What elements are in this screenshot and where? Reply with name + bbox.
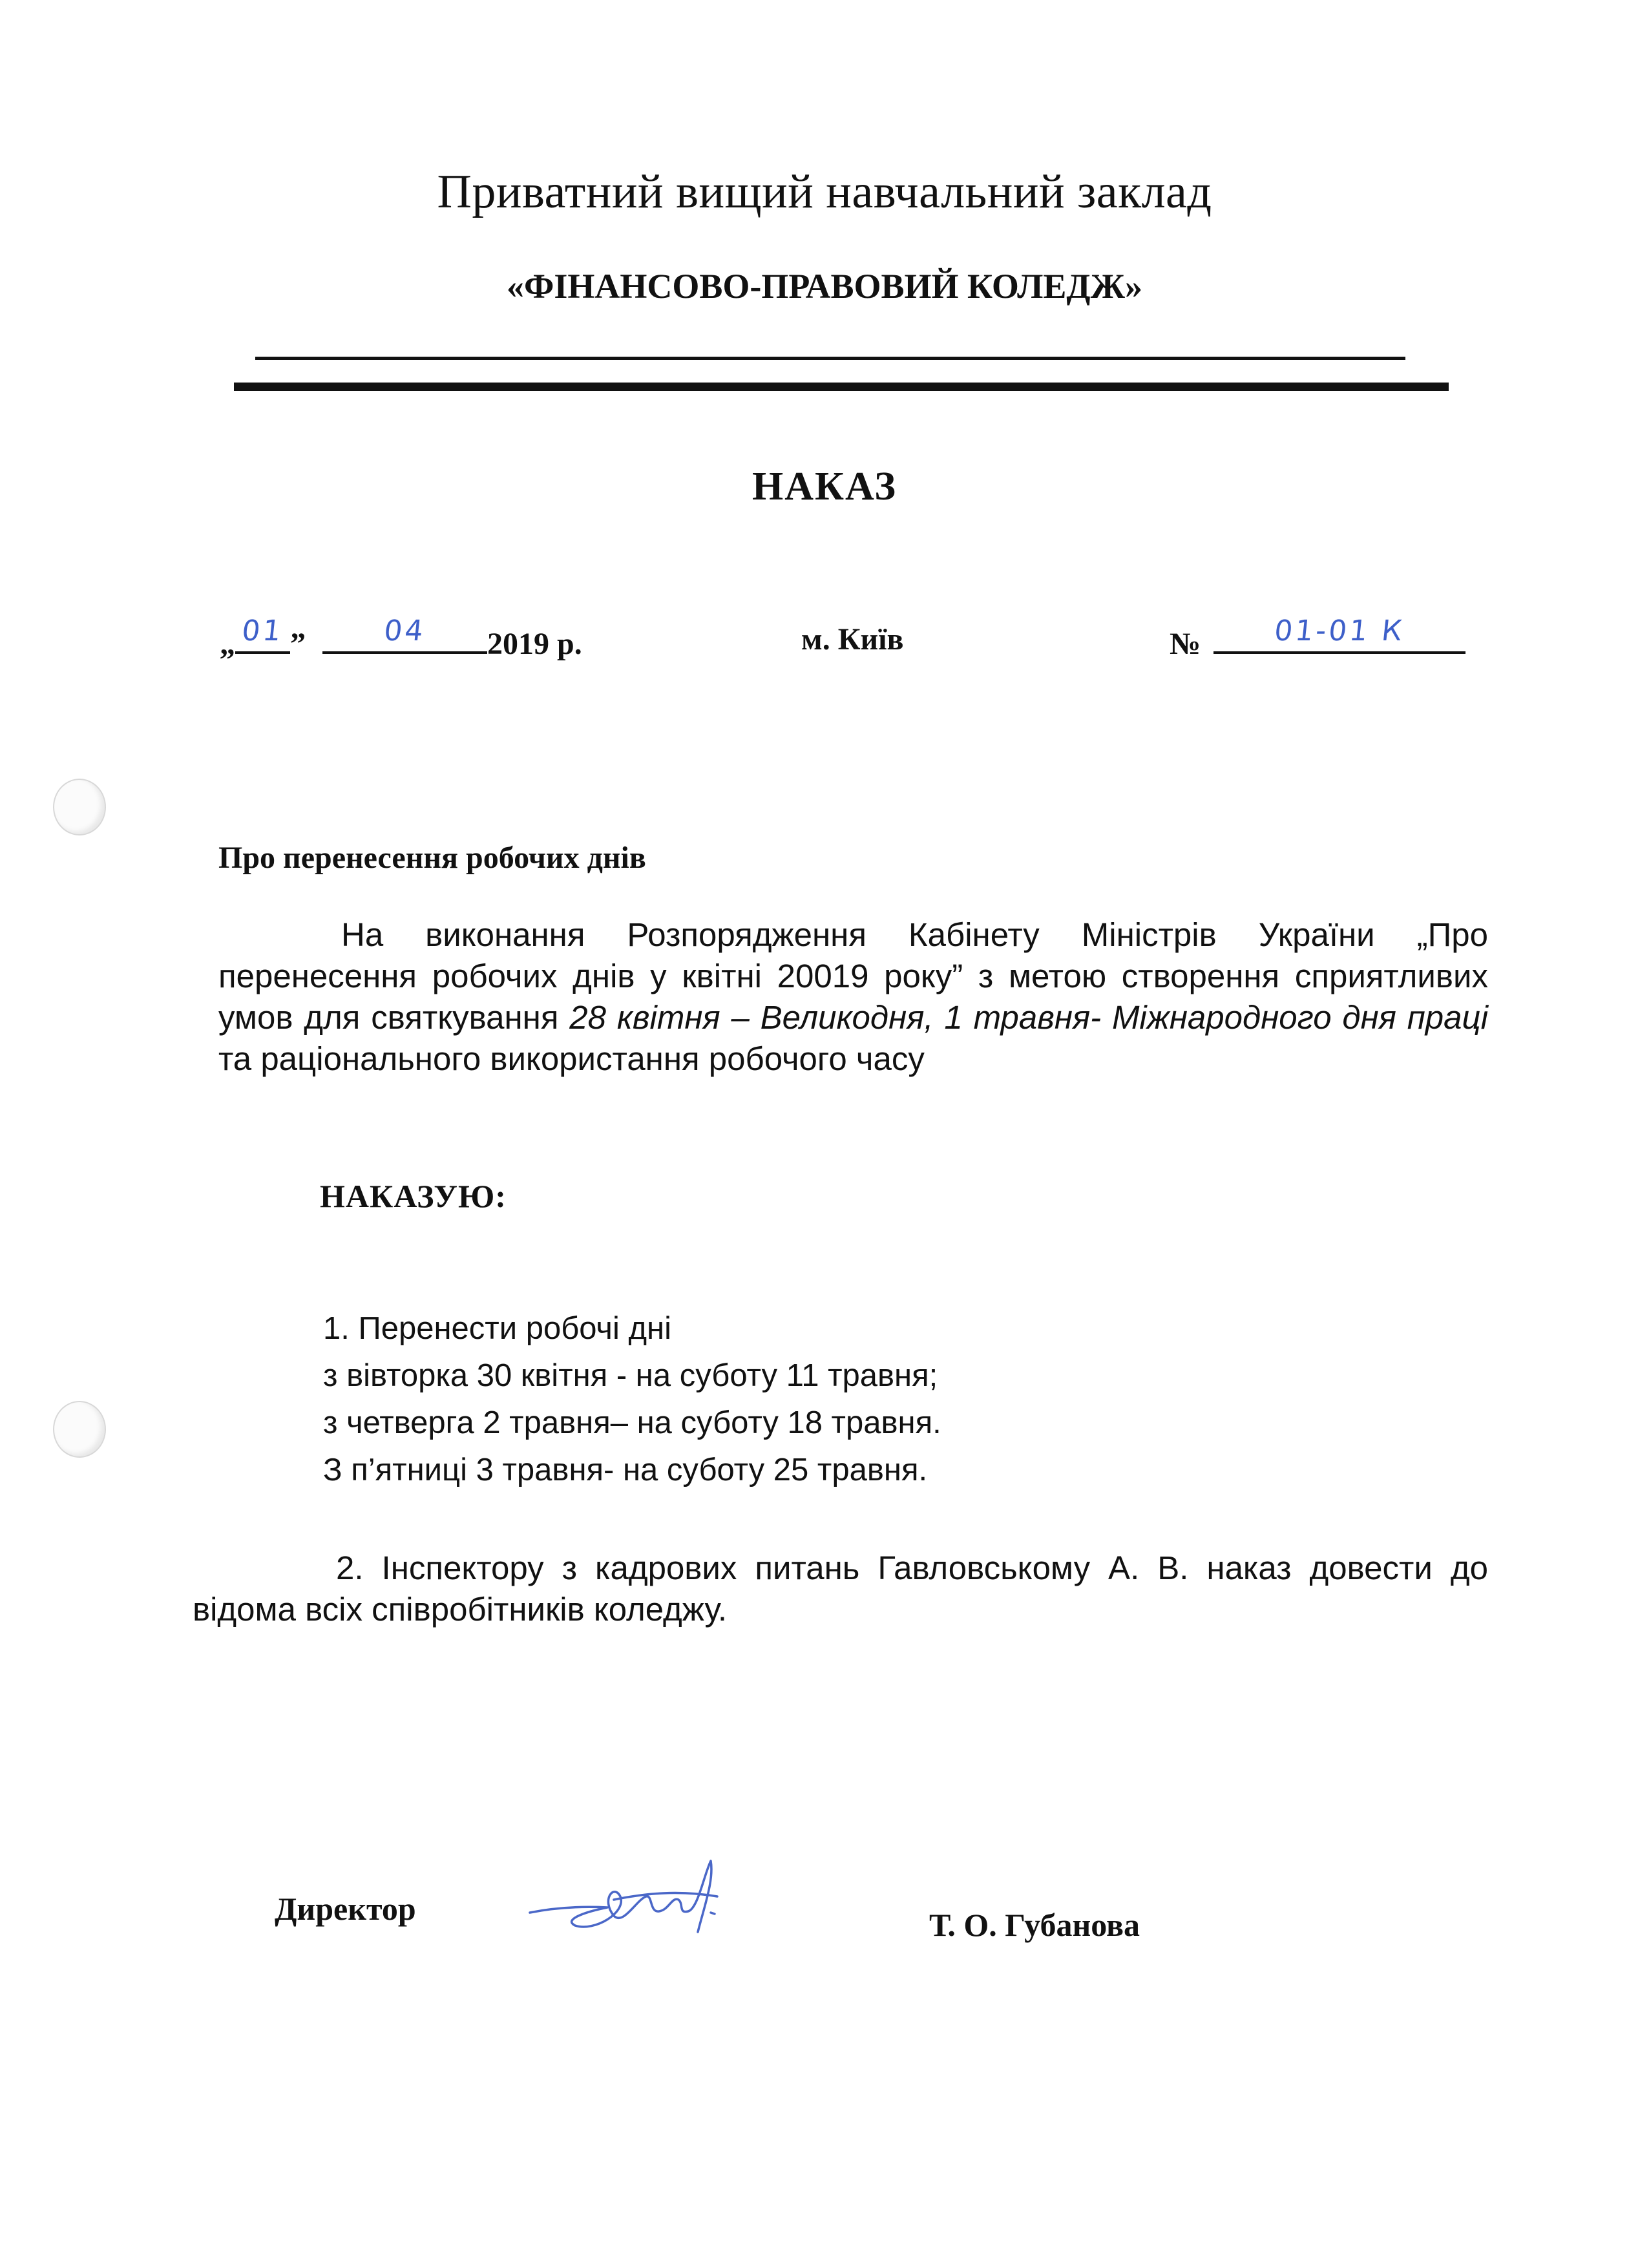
order-items	[323, 1305, 941, 1494]
order-directive-heading: НАКАЗУЮ:	[320, 1178, 507, 1214]
order-item: 1. Перенести робочі дні	[323, 1311, 671, 1346]
order-date	[220, 614, 582, 662]
header-rule-thin	[255, 357, 1405, 360]
order-point-2: 2. Інспектору з кадрових питань Гавловському А. В. наказ довести до відома всіх співробітників коледжу.	[193, 1549, 1488, 1628]
order-item: З п’ятниці 3 травня- на суботу 25 травня.	[323, 1453, 928, 1487]
order-item: з четверга 2 травня– на суботу 18 травня.	[323, 1405, 941, 1440]
handwritten-signature	[517, 1835, 750, 1964]
date-month-blank	[322, 614, 487, 654]
order-number-handwritten: 01-01 К	[1273, 614, 1407, 647]
city: м. Київ	[801, 622, 904, 656]
order-item: з вівторка 30 квітня - на суботу 11 травня;	[323, 1358, 938, 1393]
punch-hole	[53, 1401, 106, 1458]
signatory-name: Т. О. Губанова	[929, 1907, 1140, 1943]
date-open-quote: „	[220, 627, 235, 661]
punch-hole	[53, 779, 106, 835]
preamble-text-1: На виконання Розпорядження Кабінету Міністрів України „Про перенесення робочих днів у квітні 20019 року” з метою створення сприятливих умов для святкування	[218, 916, 1488, 1036]
preamble-paragraph	[218, 914, 1488, 1080]
order-subject: Про перенесення робочих днів	[218, 841, 646, 875]
date-day-handwritten: 01	[240, 614, 286, 647]
date-year: 2019 р.	[487, 627, 582, 661]
college-name: «ФІНАНСОВО-ПРАВОВИЙ КОЛЕДЖ»	[507, 267, 1142, 306]
order-number	[1170, 614, 1465, 662]
header-rule-thick	[234, 383, 1449, 391]
preamble-holidays: 28 квітня – Великодня, 1 травня- Міжнародного дня праці	[569, 999, 1488, 1036]
number-sign: №	[1170, 627, 1201, 661]
signatory-title: Директор	[275, 1891, 416, 1927]
date-close-quote: ”	[290, 627, 306, 661]
date-month-handwritten: 04	[382, 614, 428, 647]
order-number-blank	[1213, 614, 1465, 654]
preamble-text-2: та раціонального використання робочого часу	[218, 1040, 925, 1077]
date-day-blank	[235, 614, 290, 654]
institution-type: Приватний вищий навчальний заклад	[437, 165, 1212, 218]
document-type: НАКАЗ	[752, 465, 897, 509]
